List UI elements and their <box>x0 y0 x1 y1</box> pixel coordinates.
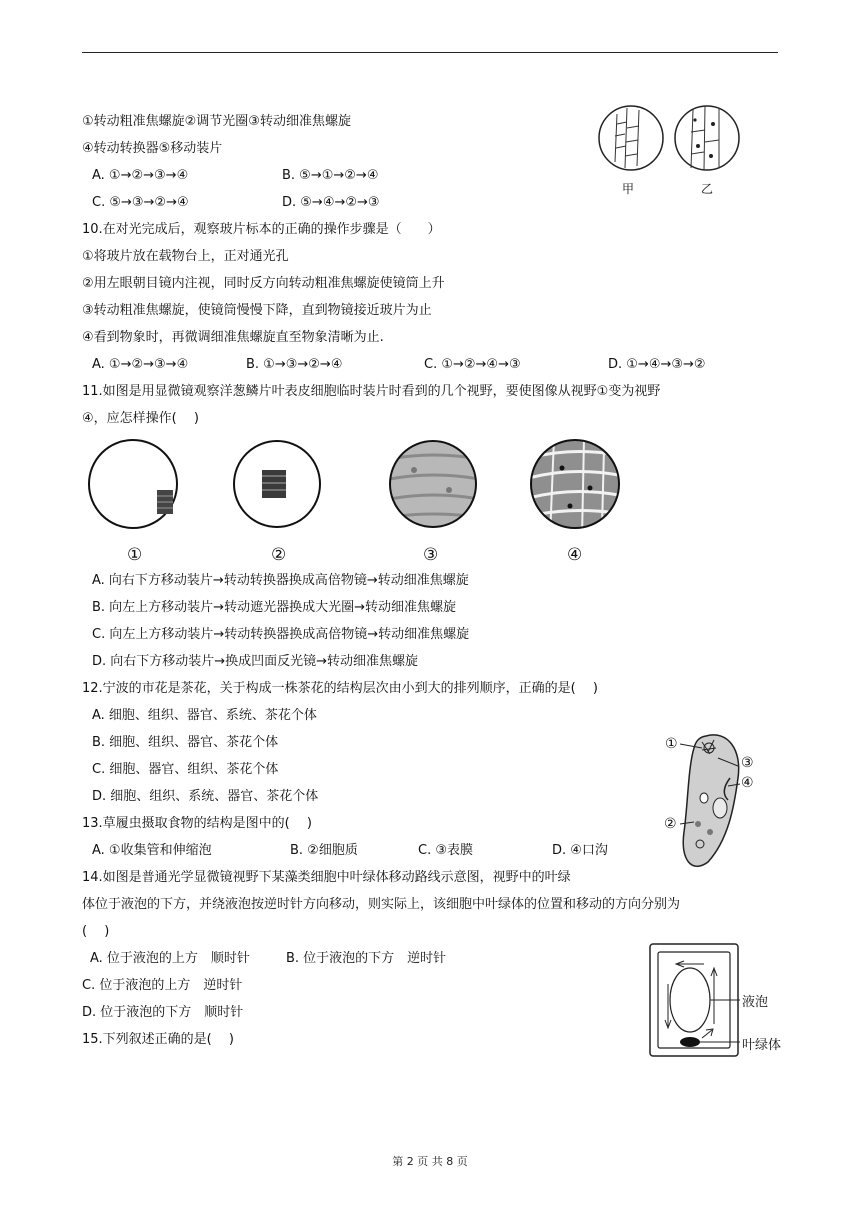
q11-figure-label-2: ② <box>271 545 287 565</box>
q10-step-2: ②用左眼朝目镜内注视，同时反方向转动粗准焦螺旋使镜筒上升 <box>82 276 445 291</box>
q13-figure-label-1: ① <box>665 736 678 752</box>
q13-option-a: A. ①收集管和伸缩泡 <box>92 843 212 858</box>
q10-option-b: B. ①→③→②→④ <box>246 357 343 372</box>
q11-option-c: C. 向左上方移动装片→转动转换器换成高倍物镜→转动细准焦螺旋 <box>92 627 470 642</box>
q10-stem: 10.在对光完成后，观察玻片标本的正确的操作步骤是（ ） <box>82 222 441 237</box>
q9-steps-line1: ①转动粗准焦螺旋②调节光圈③转动细准焦螺旋 <box>82 114 351 129</box>
q13-figure-label-2: ② <box>664 816 677 832</box>
q11-figure-label-4: ④ <box>567 545 583 565</box>
q10-option-d: D. ①→④→③→② <box>608 357 706 372</box>
q11-figure-microscope-fields <box>84 438 644 568</box>
q11-stem-line2: ④，应怎样操作( ) <box>82 411 199 426</box>
q11-option-a: A. 向右下方移动装片→转动转换器换成高倍物镜→转动细准焦螺旋 <box>92 573 469 588</box>
q14-stem-line2: 体位于液泡的下方，并绕液泡按逆时针方向移动，则实际上，该细胞中叶绿体的位置和移动的方向分别为 <box>82 897 681 912</box>
header-rule <box>82 52 778 53</box>
q14-option-c: C. 位于液泡的上方 逆时针 <box>82 978 243 993</box>
q13-stem: 13.草履虫摄取食物的结构是图中的( ) <box>82 816 312 831</box>
q11-option-b: B. 向左上方移动装片→转动遮光器换成大光圈→转动细准焦螺旋 <box>92 600 456 615</box>
q13-option-b: B. ②细胞质 <box>290 843 358 858</box>
q9-steps-line2: ④转动转换器⑤移动装片 <box>82 141 223 156</box>
q14-option-b: B. 位于液泡的下方 逆时针 <box>286 951 447 966</box>
q14-figure-label-chloroplast: 叶绿体 <box>742 1038 782 1053</box>
q13-option-d: D. ④口沟 <box>552 843 608 858</box>
q14-option-a: A. 位于液泡的上方 顺时针 <box>90 951 250 966</box>
q13-option-c: C. ③表膜 <box>418 843 473 858</box>
q9-figure-label-jia: 甲 <box>622 182 635 196</box>
q15-stem: 15.下列叙述正确的是( ) <box>82 1032 234 1047</box>
q10-option-a: A. ①→②→③→④ <box>92 357 189 372</box>
q12-stem: 12.宁波的市花是茶花，关于构成一株茶花的结构层次由小到大的排列顺序，正确的是( ) <box>82 681 598 696</box>
q12-option-a: A. 细胞、组织、器官、系统、茶花个体 <box>92 708 317 723</box>
q14-figure-label-vacuole: 液泡 <box>742 995 769 1010</box>
q12-option-b: B. 细胞、组织、器官、茶花个体 <box>92 735 279 750</box>
q14-stem-line3: ( ) <box>82 924 110 939</box>
q11-figure-label-3: ③ <box>423 545 439 565</box>
q10-option-c: C. ①→②→④→③ <box>424 357 521 372</box>
q9-option-d: D. ⑤→④→②→③ <box>282 195 380 210</box>
q13-figure-label-4: ④ <box>741 775 754 791</box>
q14-option-d: D. 位于液泡的下方 顺时针 <box>82 1005 244 1020</box>
q13-figure-label-3: ③ <box>741 755 754 771</box>
q11-option-d: D. 向右下方移动装片→换成凹面反光镜→转动细准焦螺旋 <box>92 654 419 669</box>
q12-option-c: C. 细胞、器官、组织、茶花个体 <box>92 762 279 777</box>
q10-step-4: ④看到物象时，再微调细准焦螺旋直至物象清晰为止. <box>82 330 384 345</box>
q10-step-1: ①将玻片放在载物台上，正对通光孔 <box>82 249 289 264</box>
page-footer: 第 2 页 共 8 页 <box>392 1155 468 1168</box>
q11-figure-label-1: ① <box>127 545 143 565</box>
q12-option-d: D. 细胞、组织、系统、器官、茶花个体 <box>92 789 319 804</box>
q9-figure-onion-cells <box>595 102 745 202</box>
q10-step-3: ③转动粗准焦螺旋，使镜筒慢慢下降，直到物镜接近玻片为止 <box>82 303 432 318</box>
q9-option-c: C. ⑤→③→②→④ <box>92 195 189 210</box>
q9-option-a: A. ①→②→③→④ <box>92 168 189 183</box>
q9-figure-label-yi: 乙 <box>701 182 714 196</box>
q14-figure-algae-cell <box>648 942 740 1058</box>
q11-stem-line1: 11.如图是用显微镜观察洋葱鳞片叶表皮细胞临时装片时看到的几个视野，要使图像从视野①变为视野 <box>82 384 661 399</box>
q14-stem-line1: 14.如图是普通光学显微镜视野下某藻类细胞中叶绿体移动路线示意图，视野中的叶绿 <box>82 870 571 885</box>
q9-option-b: B. ⑤→①→②→④ <box>282 168 379 183</box>
